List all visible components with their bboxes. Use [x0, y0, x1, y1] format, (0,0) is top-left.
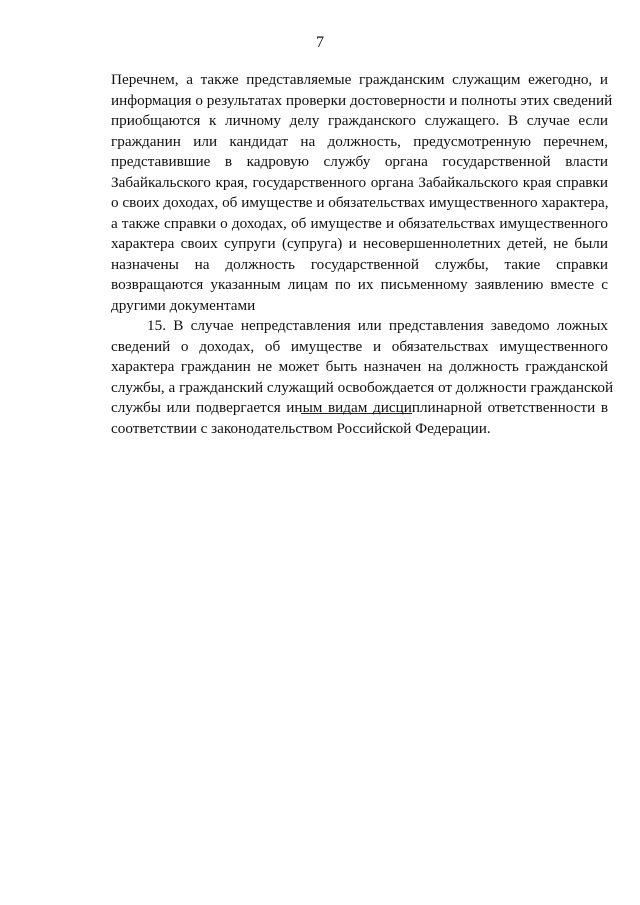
text-line: представившие в кадровую службу органа государственной власти — [111, 153, 608, 170]
text-line: а также справки о доходах, об имуществе и обязательствах имущественного — [111, 214, 608, 232]
text-line: гражданин или кандидат на должность, предусмотренную перечнем, — [111, 132, 608, 150]
text-line: 15. В случае непредставления или представления заведомо ложных — [147, 317, 608, 334]
text-line: другими документами — [111, 296, 256, 314]
text-line: возвращаются указанным лицам по их письменному заявлению вместе с — [111, 276, 608, 293]
text-line: характера гражданин не может быть назначен на должность гражданской — [111, 358, 608, 375]
text-line: назначены на должность государственной службы, такие справки — [111, 255, 608, 273]
text-line: Забайкальского края, государственного органа Забайкальского края справки — [111, 173, 608, 191]
text-line: службы, а гражданский служащий освобождается от должности гражданской — [111, 378, 614, 396]
end-divider — [301, 413, 412, 414]
text-line: Перечнем, а также представляемые гражданским служащим ежегодно, и — [111, 71, 608, 88]
text-line: характера своих супруги (супруга) и несовершеннолетних детей, не были — [111, 235, 608, 252]
document-body — [111, 70, 614, 439]
text-line: приобщаются к личному делу гражданского служащего. В случае если — [111, 112, 608, 129]
text-line: информация о результатах проверки достоверности и полноты этих сведений — [111, 91, 613, 109]
text-line: сведений о доходах, об имуществе и обязательствах имущественного — [111, 337, 608, 355]
text-line: о своих доходах, об имуществе и обязательствах имущественного характера, — [111, 194, 609, 211]
page-number: 7 — [316, 34, 324, 51]
text-line: соответствии с законодательством Российской Федерации. — [111, 419, 491, 437]
text-line: службы или подвергается иным видам дисциплинарной ответственности в — [111, 399, 608, 416]
